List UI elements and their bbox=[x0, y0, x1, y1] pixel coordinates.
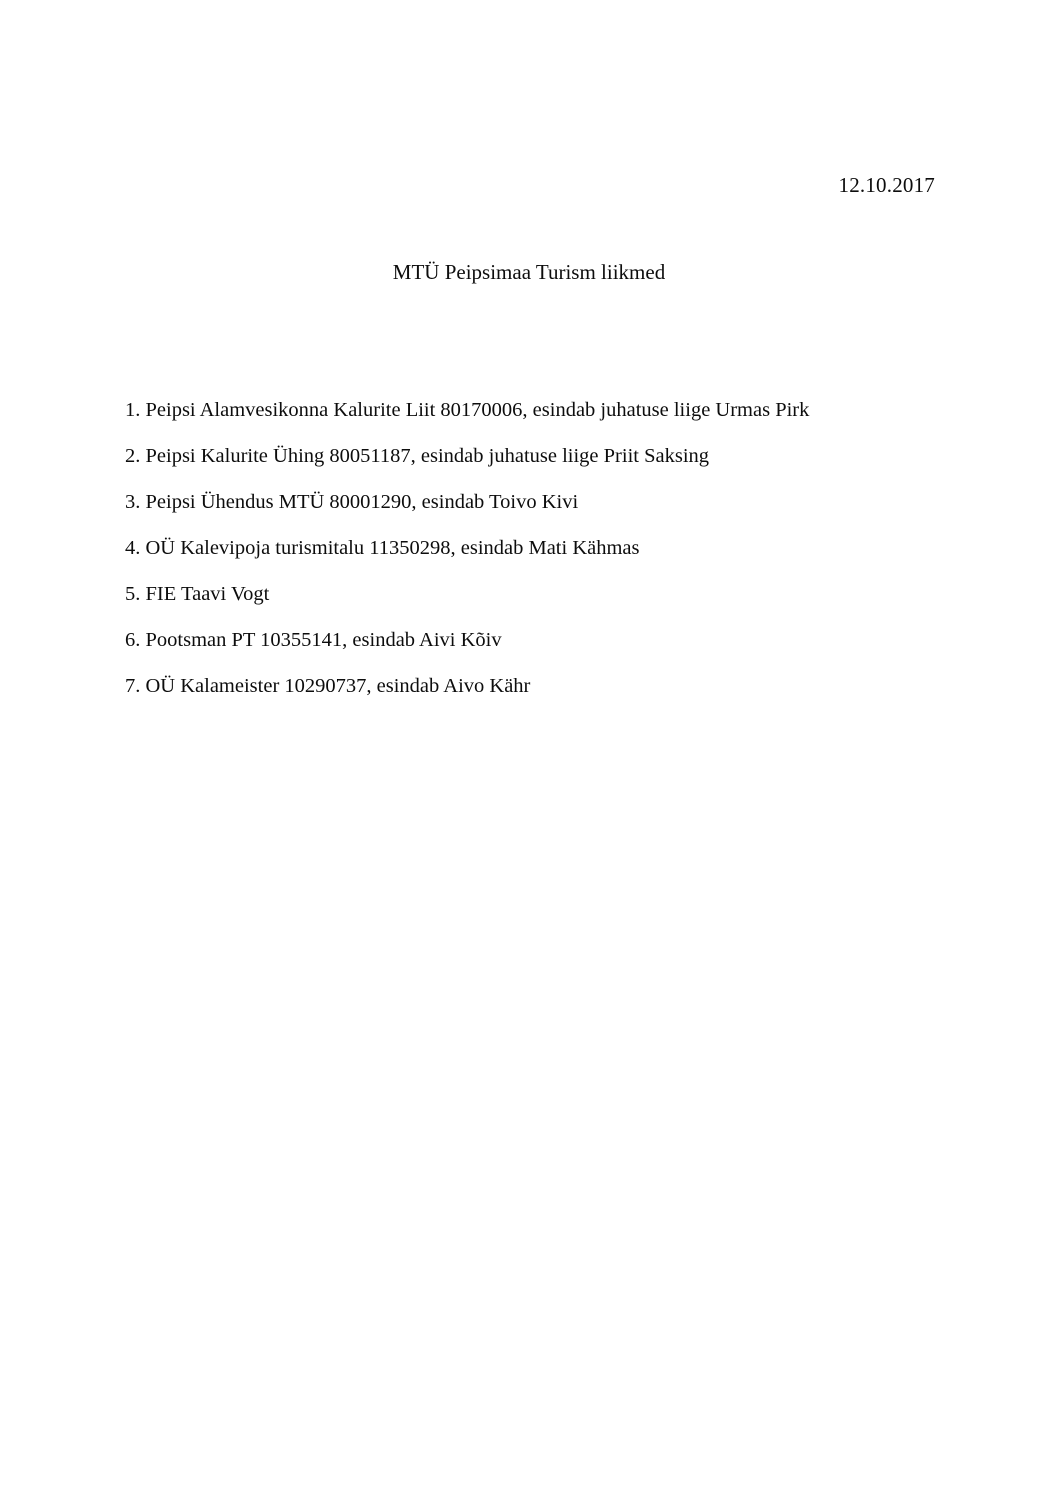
document-date: 12.10.2017 bbox=[838, 173, 935, 197]
list-item: 6. Pootsman PT 10355141, esindab Aivi Kõiv bbox=[125, 629, 502, 651]
list-item: 3. Peipsi Ühendus MTÜ 80001290, esindab Toivo Kivi bbox=[125, 491, 579, 513]
document-title: MTÜ Peipsimaa Turism liikmed bbox=[392, 260, 666, 284]
list-item: 2. Peipsi Kalurite Ühing 80051187, esindab juhatuse liige Priit Saksing bbox=[125, 445, 710, 467]
list-item: 7. OÜ Kalameister 10290737, esindab Aivo Kähr bbox=[125, 675, 531, 697]
list-item: 5. FIE Taavi Vogt bbox=[125, 583, 270, 605]
list-item: 1. Peipsi Alamvesikonna Kalurite Liit 80170006, esindab juhatuse liige Urmas Pirk bbox=[125, 399, 810, 421]
list-item: 4. OÜ Kalevipoja turismitalu 11350298, esindab Mati Kähmas bbox=[125, 537, 640, 559]
member-list bbox=[125, 400, 998, 722]
